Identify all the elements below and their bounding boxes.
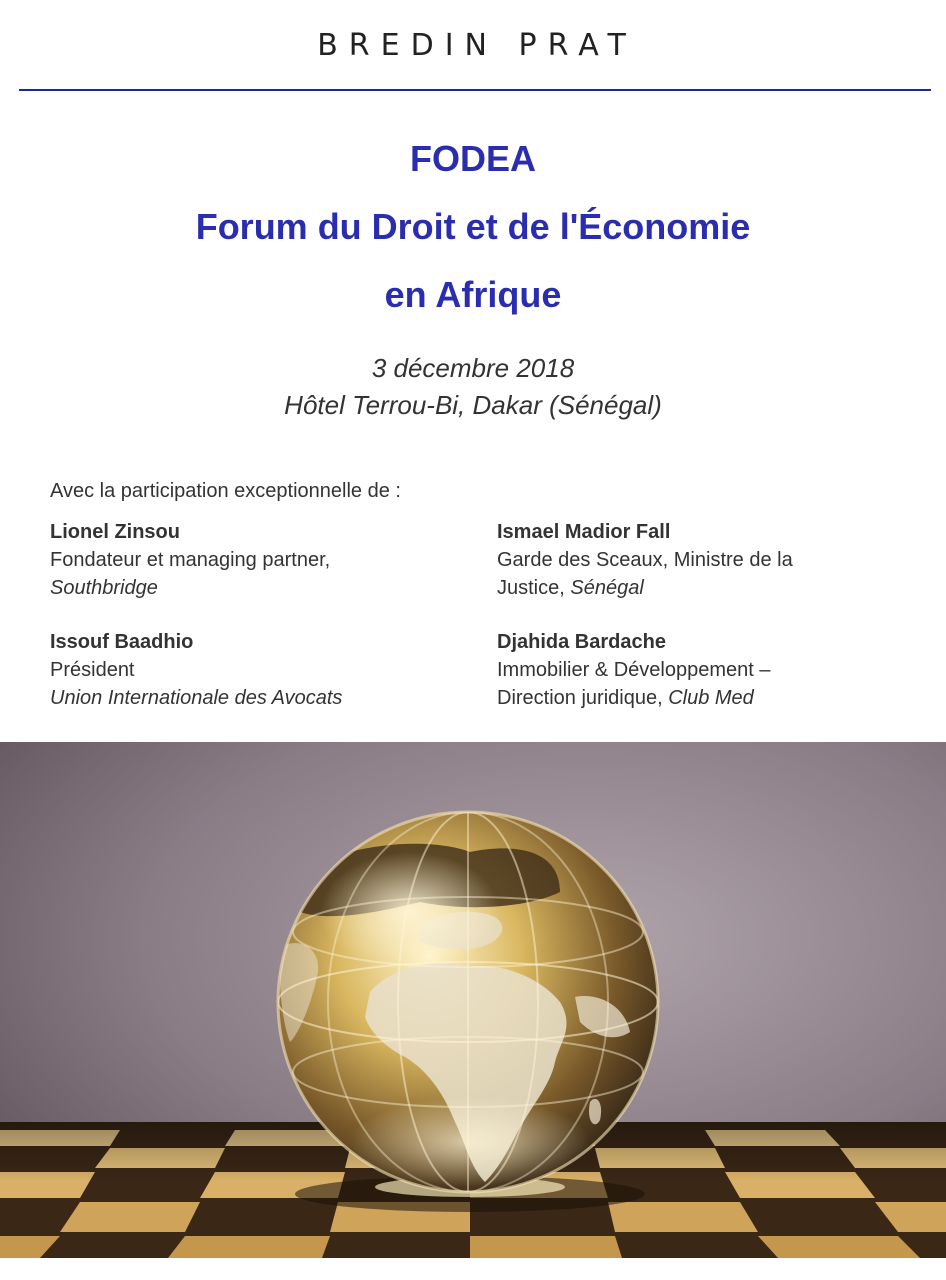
speaker-role: Fondateur et managing partner, <box>50 549 331 571</box>
speaker-role-continued: Direction juridique, <box>497 687 669 709</box>
bredin-prat-logo: BREDIN PRAT <box>317 28 637 63</box>
speaker-name: Djahida Bardache <box>497 631 666 653</box>
speaker-card <box>50 628 470 712</box>
globe-photo-illustration <box>0 742 946 1258</box>
speaker-role-continued: Justice, <box>497 577 565 599</box>
speaker-role: Garde des Sceaux, Ministre de la <box>497 549 793 571</box>
event-acronym: FODEA <box>410 138 536 179</box>
speaker-name: Lionel Zinsou <box>50 521 180 543</box>
header-divider <box>19 89 931 91</box>
globe-chessboard-photo <box>0 742 946 1258</box>
speaker-organization: Union Internationale des Avocats <box>50 687 343 709</box>
event-date: 3 décembre 2018 <box>371 353 575 383</box>
event-title-line-1: Forum du Droit et de l'Économie <box>195 206 751 247</box>
event-date-venue <box>0 350 946 424</box>
event-venue: Hôtel Terrou-Bi, Dakar (Sénégal) <box>284 390 662 420</box>
speaker-organization: Club Med <box>668 687 754 709</box>
speaker-organization: Sénégal <box>564 577 644 599</box>
speaker-name: Ismael Madior Fall <box>497 521 671 543</box>
crystal-globe <box>278 812 658 1192</box>
speaker-card <box>497 628 917 712</box>
speaker-name: Issouf Baadhio <box>50 631 194 653</box>
speaker-role: Président <box>50 659 135 681</box>
speaker-organization: Southbridge <box>50 577 158 599</box>
participation-intro: Avec la participation exceptionnelle de : <box>50 480 401 502</box>
speaker-card <box>50 518 470 602</box>
event-title-line-2: en Afrique <box>384 274 562 315</box>
speaker-card <box>497 518 917 602</box>
speaker-role: Immobilier & Développement – <box>497 659 771 681</box>
event-title-block <box>0 135 946 339</box>
